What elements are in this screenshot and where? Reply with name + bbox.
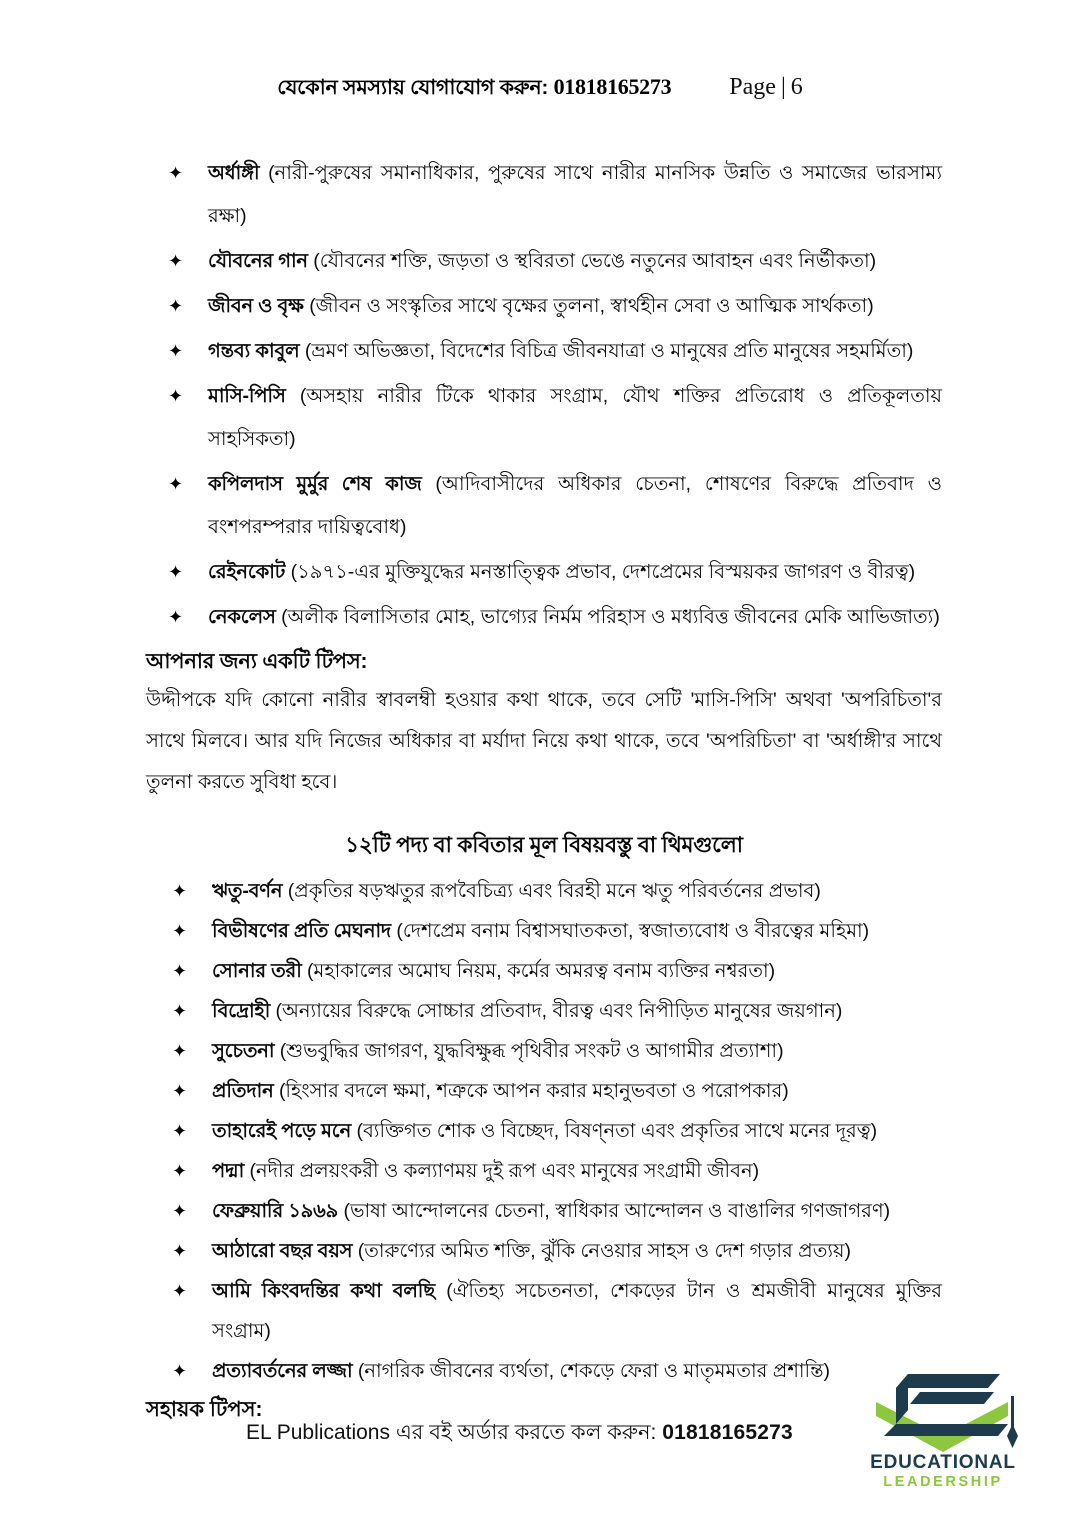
list-item [146, 1111, 942, 1151]
poem-theme-term: বিদ্রোহী [212, 1000, 271, 1022]
prose-theme-term: অর্ধাঙ্গী [208, 162, 260, 184]
list-item [146, 152, 942, 238]
prose-theme-gloss: (আদিবাসীদের অধিকার চেতনা, শোষণের বিরুদ্ধে প্রতিবাদ ও বংশপরম্পরার দায়িত্ববোধ) [208, 473, 942, 538]
bullet-star-icon: ✦ [172, 961, 188, 981]
list-item [146, 1271, 942, 1351]
poem-theme-gloss: (ভাষা আন্দোলনের চেতনা, স্বাধিকার আন্দোলন ও বাঙালির গণজাগরণ) [343, 1200, 891, 1222]
list-item [146, 1231, 942, 1271]
poem-theme-term: আঠারো বছর বয়স [212, 1240, 353, 1262]
prose-theme-term: কপিলদাস মুর্মুর শেষ কাজ [208, 473, 422, 495]
logo-word-leadership: LEADERSHIP [883, 1474, 1003, 1490]
poem-theme-gloss: (তারুণ্যের অমিত শক্তি, ঝুঁকি নেওয়ার সাহস ও দেশ গড়ার প্রত্যয়) [357, 1240, 851, 1262]
logo-tassel-tip [1007, 1424, 1018, 1448]
list-item [146, 240, 942, 283]
document-content [146, 152, 942, 1428]
footer-phone-number: 01818165273 [662, 1421, 793, 1444]
bullet-star-icon: ✦ [172, 1121, 188, 1141]
bullet-star-icon: ✦ [172, 921, 188, 941]
bullet-star-icon: ✦ [172, 1161, 188, 1181]
list-item [146, 551, 942, 594]
bullet-star-icon: ✦ [172, 1201, 188, 1221]
bullet-star-icon: ✦ [168, 474, 184, 494]
bullet-star-icon: ✦ [168, 386, 184, 406]
header-phone-number: 01818165273 [553, 74, 672, 99]
poem-theme-gloss: (নাগরিক জীবনের ব্যর্থতা, শেকড়ে ফেরা ও মাতৃমমতার প্রশান্তি) [357, 1360, 831, 1382]
tip-block-label: আপনার জন্য একটি টিপস: [146, 650, 368, 673]
list-item [146, 463, 942, 549]
prose-theme-term: নেকলেস [208, 606, 276, 628]
list-item [146, 596, 942, 639]
poem-theme-gloss: (হিংসার বদলে ক্ষমা, শত্রুকে আপন করার মহানুভবতা ও পরোপকার) [278, 1080, 789, 1102]
list-item [146, 285, 942, 328]
list-item [146, 871, 942, 911]
footer-order-line [246, 1416, 793, 1451]
prose-theme-gloss: (১৯৭১-এর মুক্তিযুদ্ধের মনস্তাত্ত্বিক প্রভাব, দেশপ্রেমের বিস্ময়কর জাগরণ ও বীরত্ব) [290, 561, 916, 583]
header-contact-label: যেকোন সমস্যায় যোগাযোগ করুন: [277, 76, 549, 99]
list-item [146, 991, 942, 1031]
list-item [146, 330, 942, 373]
prose-theme-term: জীবন ও বৃক্ষ [208, 295, 304, 317]
poem-theme-gloss: (নদীর প্রলয়ংকরী ও কল্যাণময় দুই রূপ এবং মানুষের সংগ্রামী জীবন) [249, 1160, 760, 1182]
logo-cap-stroke-left [896, 1374, 908, 1424]
prose-theme-gloss: (অসহায় নারীর টিকে থাকার সংগ্রাম, যৌথ শক্তির প্রতিরোধ ও প্রতিকূলতায় সাহসিকতা) [208, 385, 943, 450]
logo-cap-stroke-top [896, 1374, 1000, 1388]
bullet-star-icon: ✦ [168, 562, 184, 582]
poem-theme-term: আমি কিংবদন্তির কথা বলছি [212, 1280, 435, 1302]
poem-theme-gloss: (ব্যক্তিগত শোক ও বিচ্ছেদ, বিষণ্নতা এবং প্রকৃতির সাথে মনের দূরত্ব) [356, 1120, 878, 1142]
poem-theme-term: সুচেতনা [212, 1040, 275, 1062]
prose-theme-term: মাসি-পিসি [208, 385, 286, 407]
poem-theme-gloss: (মহাকালের অমোঘ নিয়ম, কর্মের অমরত্ব বনাম ব্যক্তির নশ্বরতা) [307, 960, 776, 982]
tip-block-body: উদ্দীপকে যদি কোনো নারীর স্বাবলম্বী হওয়ার কথা থাকে, তবে সেটি 'মাসি-পিসি' অথবা 'অপরিচিতা'র সাথে মিলবে। আর যদি নিজের অধিকার বা মর্যাদা নিয়ে কথা থাকে, তবে 'অপরিচিতা' বা 'অর্ধাঙ্গী'র সাথে তুলনা করতে সুবিধা হবে। [146, 689, 942, 793]
poem-theme-list [146, 871, 942, 1391]
prose-theme-gloss: (অলীক বিলাসিতার মোহ, ভাগ্যের নির্মম পরিহাস ও মধ্যবিত্ত জীবনের মেকি আভিজাত্য) [281, 606, 940, 628]
prose-theme-list [146, 152, 942, 639]
prose-theme-gloss: (ভ্রমণ অভিজ্ঞতা, বিদেশের বিচিত্র জীবনযাত্রা ও মানুষের প্রতি মানুষের সহমর্মিতা) [304, 340, 914, 362]
poem-theme-term: তাহারেই পড়ে মনে [212, 1120, 352, 1142]
footer-order-message: এর বই অর্ডার করতে কল করুন: [395, 1421, 657, 1444]
page-word-label: Page [729, 74, 776, 100]
bullet-star-icon: ✦ [168, 251, 184, 271]
helper-tips-label: সহায়ক টিপস: [146, 1398, 263, 1421]
poem-theme-term: ফেব্রুয়ারি ১৯৬৯ [212, 1200, 339, 1222]
bullet-star-icon: ✦ [168, 607, 184, 627]
footer-brand-name: EL Publications [246, 1421, 390, 1444]
bullet-star-icon: ✦ [168, 341, 184, 361]
list-item [146, 951, 942, 991]
list-item [146, 1191, 942, 1231]
poem-theme-term: পদ্মা [212, 1160, 245, 1182]
page-footer [0, 1360, 1080, 1500]
poem-theme-gloss: (অন্যায়ের বিরুদ্ধে সোচ্চার প্রতিবাদ, বীরত্ব এবং নিপীড়িত মানুষের জয়গান) [275, 1000, 843, 1022]
prose-theme-term: রেইনকোট [208, 561, 286, 583]
header-contact-line [277, 72, 671, 106]
list-item [146, 1031, 942, 1071]
poem-theme-gloss: (দেশপ্রেম বনাম বিশ্বাসঘাতকতা, স্বজাত্যবোধ ও বীরত্বের মহিমা) [396, 920, 870, 942]
list-item [146, 911, 942, 951]
prose-theme-gloss: (যৌবনের শক্তি, জড়তা ও স্থবিরতা ভেঙে নতুনের আবাহন এবং নির্ভীকতা) [313, 250, 877, 272]
logo-cap-stroke-middle [910, 1392, 994, 1404]
logo-wordmark [848, 1452, 1038, 1491]
page-separator: | [780, 74, 786, 100]
page-number-value: 6 [790, 74, 803, 100]
poem-theme-gloss: (শুভবুদ্ধির জাগরণ, যুদ্ধবিক্ষুব্ধ পৃথিবীর সংকট ও আগামীর প্রত্যাশা) [279, 1040, 784, 1062]
prose-theme-gloss: (নারী-পুরুষের সমানাধিকার, পুরুষের সাথে নারীর মানসিক উন্নতি ও সমাজের ভারসাম্য রক্ষা) [208, 162, 942, 227]
logo-word-educational: EDUCATIONAL [870, 1452, 1016, 1473]
graduation-cap-icon [848, 1366, 1038, 1458]
page-header [140, 72, 940, 106]
bullet-star-icon: ✦ [172, 1241, 188, 1261]
bullet-star-icon: ✦ [168, 296, 184, 316]
educational-leadership-logo [848, 1366, 1038, 1494]
bullet-star-icon: ✦ [172, 1081, 188, 1101]
prose-theme-gloss: (জীবন ও সংস্কৃতির সাথে বৃক্ষের তুলনা, স্বার্থহীন সেবা ও আত্মিক সার্থকতা) [309, 295, 874, 317]
poem-theme-term: ঋতু-বর্ণন [212, 880, 283, 902]
bullet-star-icon: ✦ [172, 1361, 188, 1381]
poem-theme-term: সোনার তরী [212, 960, 302, 982]
bullet-star-icon: ✦ [172, 1041, 188, 1061]
page-number-indicator [729, 74, 802, 101]
poem-section-title: ১২টি পদ্য বা কবিতার মূল বিষয়বস্তু বা থিমগুলো [345, 833, 743, 857]
bullet-star-icon: ✦ [172, 1281, 188, 1301]
prose-theme-term: গন্তব্য কাবুল [208, 340, 300, 362]
logo-cap-stroke-bottom [884, 1424, 1008, 1436]
prose-theme-term: যৌবনের গান [208, 250, 308, 272]
poem-theme-gloss: (প্রকৃতির ষড়ঋতুর রূপবৈচিত্র্য এবং বিরহী মনে ঋতু পরিবর্তনের প্রভাব) [287, 880, 821, 902]
poem-theme-term: বিভীষণের প্রতি মেঘনাদ [212, 920, 391, 942]
list-item [146, 1151, 942, 1191]
poem-theme-term: প্রত্যাবর্তনের লজ্জা [212, 1360, 353, 1382]
poem-theme-term: প্রতিদান [212, 1080, 274, 1102]
bullet-star-icon: ✦ [172, 881, 188, 901]
bullet-star-icon: ✦ [172, 1001, 188, 1021]
poem-theme-gloss: (ঐতিহ্য সচেতনতা, শেকড়ের টান ও শ্রমজীবী মানুষের মুক্তির সংগ্রাম) [212, 1280, 942, 1342]
bullet-star-icon: ✦ [168, 163, 184, 183]
list-item [146, 1071, 942, 1111]
list-item [146, 375, 942, 461]
